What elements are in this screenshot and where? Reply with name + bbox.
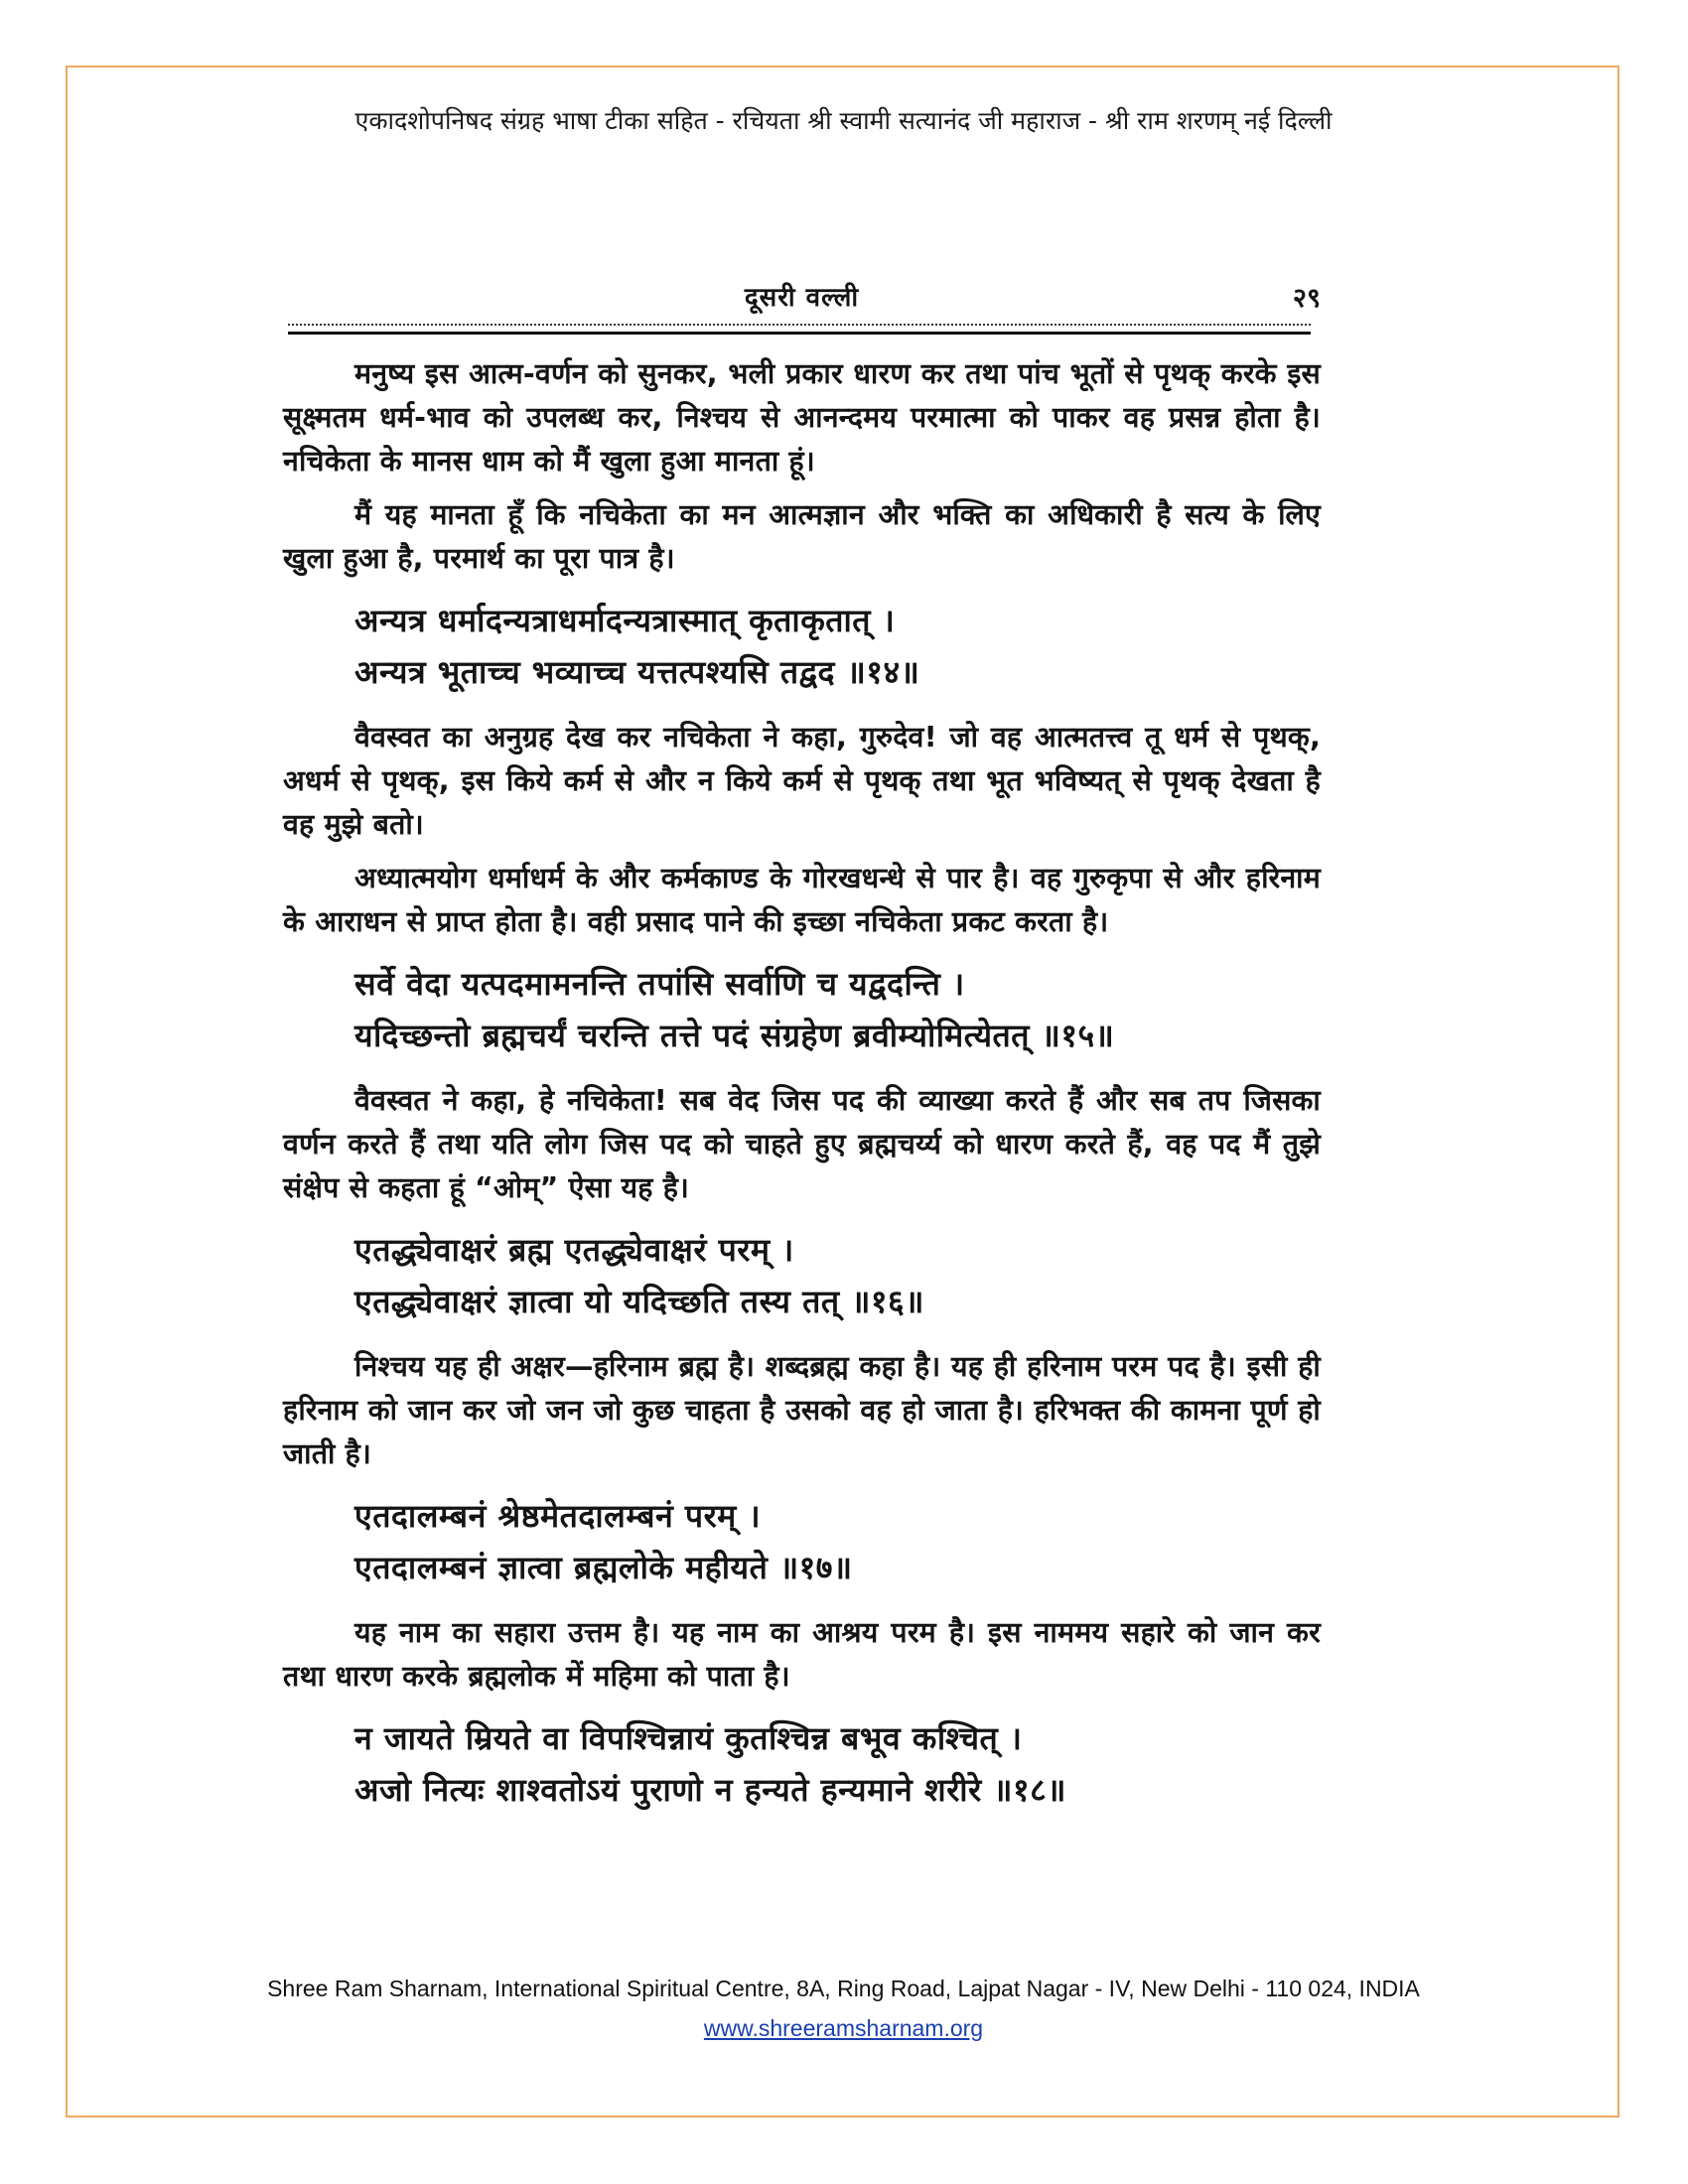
footer-address: Shree Ram Sharnam, International Spiritual Centre, 8A, Ring Road, Lajpat Nagar - IV, New Delhi - 110 024, INDIA <box>267 1976 1420 2001</box>
verse-line: एतदालम्बनं ज्ञात्वा ब्रह्मलोके महीयते ॥१७॥ <box>354 1549 853 1586</box>
header-rule-solid <box>288 332 1311 335</box>
verse-16 <box>283 1224 1321 1327</box>
verse-14 <box>283 595 1321 698</box>
verse-18 <box>283 1712 1321 1816</box>
body-text <box>283 352 1321 1816</box>
commentary-paragraph: यह नाम का सहारा उत्तम है। यह नाम का आश्रय परम है। इस नाममय सहारे को जान कर तथा धारण करके ब्रह्मलोक में महिमा को पाता है। <box>283 1616 1321 1693</box>
verse-line: एतदालम्बनं श्रेष्ठमेतदालम्बनं परम् । <box>354 1497 762 1535</box>
running-head <box>283 268 1321 320</box>
running-title: दूसरी वल्ली <box>744 283 860 313</box>
verse-line: सर्वे वेदा यत्पदमामनन्ति तपांसि सर्वाणि च यद्वदन्ति । <box>354 965 965 1003</box>
commentary-paragraph: वैवस्वत का अनुग्रह देख कर नचिकेता ने कहा, गुरुदेव! जो वह आत्मतत्त्व तू धर्म से पृथक्, अधर्म से पृथक्, इस किये कर्म से और न किये कर्म से पृथक् तथा भूत भविष्यत् से पृथक् देखता है वह मुझे बतो। <box>283 721 1321 841</box>
header-rule-dotted <box>288 324 1311 326</box>
page-number: २९ <box>1292 283 1321 314</box>
verse-line: अन्यत्र भूताच्च भव्याच्च यत्तत्पश्यसि तद्वद ॥१४॥ <box>354 653 920 691</box>
scanned-page <box>283 268 1321 1936</box>
commentary-paragraph: अध्यात्मयोग धर्माधर्म के और कर्मकाण्ड के गोरखधन्धे से पार है। वह गुरुकृपा से और हरिनाम के आराधन से प्राप्त होता है। वही प्रसाद पाने की इच्छा नचिकेता प्रकट करता है। <box>283 862 1321 938</box>
verse-15 <box>283 958 1321 1061</box>
verse-17 <box>283 1490 1321 1593</box>
commentary-paragraph: मैं यह मानता हूँ कि नचिकेता का मन आत्मज्ञान और भक्ति का अधिकारी है सत्य के लिए खुला हुआ है, परमार्थ का पूरा पात्र है। <box>283 498 1321 575</box>
verse-line: न जायते म्रियते वा विपश्चिन्नायं कुतश्चिन्न बभूव कश्चित् । <box>354 1719 1023 1757</box>
verse-line: यदिच्छन्तो ब्रह्मचर्यं चरन्ति तत्ते पदं संग्रहेण ब्रवीम्योमित्येतत् ॥१५॥ <box>354 1017 1115 1054</box>
commentary-paragraph: निश्चय यह ही अक्षर—हरिनाम ब्रह्म है। शब्दब्रह्म कहा है। यह ही हरिनाम परम पद है। इसी ही हरिनाम को जान कर जो जन जो कुछ चाहता है उसको वह हो जाता है। हरिभक्त की कामना पूर्ण हो जाती है। <box>283 1350 1321 1470</box>
verse-line: अजो नित्यः शाश्वतोऽयं पुराणो न हन्यते हन्यमाने शरीरे ॥१८॥ <box>354 1771 1066 1809</box>
verse-line: अन्यत्र धर्मादन्यत्राधर्मादन्यत्रास्मात् कृताकृतात् । <box>354 602 896 639</box>
verse-line: एतद्ध्येवाक्षरं ब्रह्म एतद्ध्येवाक्षरं परम् । <box>354 1231 794 1269</box>
commentary-paragraph: मनुष्य इस आत्म-वर्णन को सुनकर, भली प्रकार धारण कर तथा पांच भूतों से पृथक् करके इस सूक्ष्मतम धर्म-भाव को उपलब्ध कर, निश्चय से आनन्दमय परमात्मा को पाकर वह प्रसन्न होता है। नचिकेता के मानस धाम को मैं खुला हुआ मानता हूं। <box>283 357 1321 478</box>
page-header: एकादशोपनिषद संग्रह भाषा टीका सहित - रचियता श्री स्वामी सत्यानंद जी महाराज - श्री राम शरणम् नई दिल्ली <box>354 106 1333 135</box>
commentary-paragraph: वैवस्वत ने कहा, हे नचिकेता! सब वेद जिस पद की व्याख्या करते हैं और सब तप जिसका वर्णन करते हैं तथा यति लोग जिस पद को चाहते हुए ब्रह्मचर्य्य को धारण करते हैं, वह पद मैं तुझे संक्षेप से कहता हूं “ओम्” ऐसा यह है। <box>283 1084 1321 1204</box>
website-link[interactable]: www.shreeramsharnam.org <box>703 2015 984 2041</box>
verse-line: एतद्ध्येवाक्षरं ज्ञात्वा यो यदिच्छति तस्य तत् ॥१६॥ <box>354 1283 924 1320</box>
